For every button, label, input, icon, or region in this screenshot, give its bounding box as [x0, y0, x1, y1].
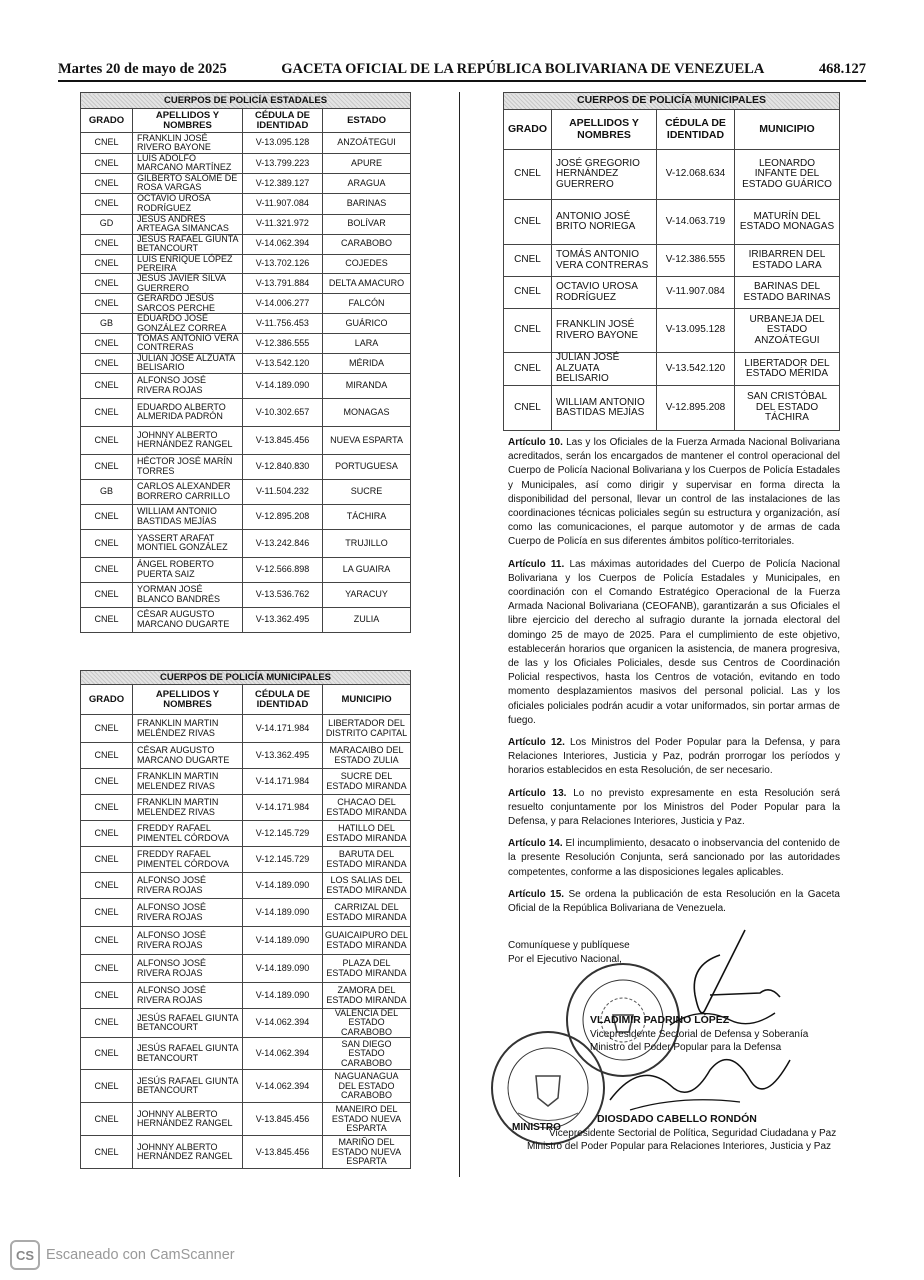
article-label: Artículo 12.: [508, 737, 565, 749]
municipality-cell: URBANEJA DEL ESTADO ANZOÁTEGUI: [735, 309, 840, 353]
table-row: [81, 873, 411, 899]
id-cell: V-10.302.657: [243, 398, 323, 426]
article-paragraph: [508, 558, 840, 728]
table-row: [81, 398, 411, 426]
municipality-cell: CHACAO DEL ESTADO MIRANDA: [323, 795, 411, 821]
state-cell: COJEDES: [323, 254, 411, 274]
state-cell: NUEVA ESPARTA: [323, 426, 411, 454]
name-cell: TOMÁS ANTONIO VERA CONTRERAS: [133, 334, 243, 354]
municipality-cell: IRIBARREN DEL ESTADO LARA: [735, 245, 840, 277]
table-row: [504, 200, 840, 245]
rank-cell: CNEL: [81, 1038, 133, 1070]
article-label: Artículo 10.: [508, 437, 563, 448]
article-label: Artículo 14.: [508, 838, 563, 850]
rank-cell: CNEL: [81, 133, 133, 154]
article-paragraph: [508, 888, 840, 916]
name-cell: JESÚS RAFAEL GIUNTA BETANCOURT: [133, 1038, 243, 1070]
table-row: [81, 743, 411, 769]
table-caption: CUERPOS DE POLICÍA ESTADALES: [81, 93, 411, 109]
table-row: [504, 309, 840, 353]
id-cell: V-13.542.120: [657, 353, 735, 386]
rank-cell: CNEL: [81, 1009, 133, 1038]
id-cell: V-13.845.456: [243, 1103, 323, 1136]
column-header: CÉDULA DE IDENTIDAD: [243, 685, 323, 715]
name-cell: YORMAN JOSÉ BLANCO BANDRÉS: [133, 582, 243, 607]
id-cell: V-13.702.126: [243, 254, 323, 274]
id-cell: V-11.321.972: [243, 214, 323, 234]
name-cell: FRANKLIN MARTIN MELENDEZ RIVAS: [133, 795, 243, 821]
id-cell: V-12.566.898: [243, 557, 323, 582]
name-cell: FREDDY RAFAEL PIMENTEL CÓRDOVA: [133, 821, 243, 847]
municipality-cell: BARUTA DEL ESTADO MIRANDA: [323, 847, 411, 873]
article-text: Las y los Oficiales de la Fuerza Armada Nacional Bolivariana acreditados, serán los encargados de mantener el control operacional del Cuerpo de Policía Nacional Bolivariana y los Cuerpos de Policía Estadales y Municipales, así como dirigir y supervisar en forma directa la disponibilidad del personal, llevar un control de las instalaciones de las coordinaciones técnicas policiales según su estructura y organización, así como las comunicaciones, el parque automotor y de armas de cada Cuerpo de Policía en sus diferentes ámbitos político-territoriales.: [508, 437, 840, 548]
municipality-cell: SAN CRISTÓBAL DEL ESTADO TÁCHIRA: [735, 386, 840, 431]
state-cell: ZULIA: [323, 607, 411, 632]
table-row: [81, 955, 411, 983]
article-label: Artículo 15.: [508, 888, 565, 900]
name-cell: ALFONSO JOSÉ RIVERA ROJAS: [133, 873, 243, 899]
name-cell: JULIAN JOSÉ ALZUATA BELISARIO: [133, 353, 243, 373]
rank-cell: CNEL: [81, 173, 133, 193]
id-cell: V-13.095.128: [243, 133, 323, 154]
municipality-cell: LEONARDO INFANTE DEL ESTADO GUÁRICO: [735, 150, 840, 200]
table-row: [81, 294, 411, 314]
id-cell: V-12.386.555: [657, 245, 735, 277]
municipality-cell: SUCRE DEL ESTADO MIRANDA: [323, 769, 411, 795]
column-header: ESTADO: [323, 109, 411, 133]
id-cell: V-14.171.984: [243, 769, 323, 795]
table-row: [504, 386, 840, 431]
table-row: [81, 454, 411, 479]
rank-cell: CNEL: [81, 193, 133, 214]
rank-cell: CNEL: [81, 1070, 133, 1103]
municipality-cell: GUAICAIPURO DEL ESTADO MIRANDA: [323, 927, 411, 955]
table-row: [81, 821, 411, 847]
name-cell: CARLOS ALEXANDER BORRERO CARRILLO: [133, 479, 243, 504]
header-title: GACETA OFICIAL DE LA REPÚBLICA BOLIVARIANA DE VENEZUELA: [281, 60, 765, 77]
name-cell: FRANKLIN MARTIN MELÉNDEZ RIVAS: [133, 715, 243, 743]
state-cell: DELTA AMACURO: [323, 274, 411, 294]
municipality-cell: MARACAIBO DEL ESTADO ZULIA: [323, 743, 411, 769]
id-cell: V-14.189.090: [243, 955, 323, 983]
table-row: [81, 529, 411, 557]
id-cell: V-14.063.719: [657, 200, 735, 245]
id-cell: V-11.504.232: [243, 479, 323, 504]
id-cell: V-12.145.729: [243, 821, 323, 847]
rank-cell: CNEL: [81, 454, 133, 479]
table-estadales: [80, 92, 411, 633]
table-row: [504, 245, 840, 277]
state-cell: SUCRE: [323, 479, 411, 504]
table-municipales-left: [80, 670, 411, 1169]
article-text: Los Ministros del Poder Popular para la Defensa, y para Relaciones Interiores, Justicia y Paz, podrán prorrogar los períodos y horarios establecidos en esta Resolución, de ser necesario.: [508, 737, 841, 777]
column-header: MUNICIPIO: [735, 110, 840, 150]
state-cell: CARABOBO: [323, 234, 411, 254]
rank-cell: CNEL: [504, 245, 552, 277]
table-row: [81, 426, 411, 454]
rank-cell: CNEL: [81, 715, 133, 743]
name-cell: ALFONSO JOSÉ RIVERA ROJAS: [133, 983, 243, 1009]
id-cell: V-13.536.762: [243, 582, 323, 607]
rank-cell: CNEL: [81, 294, 133, 314]
table-row: [81, 504, 411, 529]
table-row: [81, 1103, 411, 1136]
id-cell: V-14.189.090: [243, 899, 323, 927]
table-row: [81, 234, 411, 254]
table-row: [81, 1038, 411, 1070]
column-header: GRADO: [81, 109, 133, 133]
rank-cell: CNEL: [81, 254, 133, 274]
municipality-cell: MANEIRO DEL ESTADO NUEVA ESPARTA: [323, 1103, 411, 1136]
rank-cell: CNEL: [81, 426, 133, 454]
rank-cell: CNEL: [81, 821, 133, 847]
name-cell: JESÚS RAFAEL GIUNTA BETANCOURT: [133, 1070, 243, 1103]
rank-cell: CNEL: [81, 927, 133, 955]
name-cell: YASSERT ARAFAT MONTIEL GONZÁLEZ: [133, 529, 243, 557]
article-paragraph: [508, 837, 840, 880]
state-cell: ANZOÁTEGUI: [323, 133, 411, 154]
camscanner-text: Escaneado con CamScanner: [46, 1247, 235, 1263]
name-cell: JOHNNY ALBERTO HERNÁNDEZ RANGEL: [133, 1136, 243, 1169]
municipality-cell: BARINAS DEL ESTADO BARINAS: [735, 277, 840, 309]
column-header: CÉDULA DE IDENTIDAD: [657, 110, 735, 150]
municipality-cell: ZAMORA DEL ESTADO MIRANDA: [323, 983, 411, 1009]
state-cell: ARAGUA: [323, 173, 411, 193]
table-row: [81, 373, 411, 398]
id-cell: V-14.062.394: [243, 1038, 323, 1070]
name-cell: CÉSAR AUGUSTO MARCANO DUGARTE: [133, 607, 243, 632]
id-cell: V-13.542.120: [243, 353, 323, 373]
article-paragraph: [508, 787, 840, 830]
rank-cell: CNEL: [81, 557, 133, 582]
rank-cell: CNEL: [81, 234, 133, 254]
name-cell: FRANKLIN JOSÉ RIVERO BAYONE: [552, 309, 657, 353]
id-cell: V-14.006.277: [243, 294, 323, 314]
rank-cell: CNEL: [504, 309, 552, 353]
signature-block-1: [590, 1014, 808, 1055]
id-cell: V-11.756.453: [243, 314, 323, 334]
state-cell: PORTUGUESA: [323, 454, 411, 479]
rank-cell: CNEL: [81, 873, 133, 899]
table-row: [81, 353, 411, 373]
name-cell: GILBERTO SALOMÉ DE ROSA VARGAS: [133, 173, 243, 193]
id-cell: V-14.171.984: [243, 795, 323, 821]
table-row: [81, 193, 411, 214]
rank-cell: CNEL: [81, 983, 133, 1009]
article-label: Artículo 11.: [508, 558, 565, 570]
table-caption: CUERPOS DE POLICÍA MUNICIPALES: [81, 671, 411, 685]
municipality-cell: LIBERTADOR DEL DISTRITO CAPITAL: [323, 715, 411, 743]
name-cell: WILLIAM ANTONIO BASTIDAS MEJÍAS: [133, 504, 243, 529]
name-cell: JESÚS ANDRÉS ARTEAGA SIMANCAS: [133, 214, 243, 234]
rank-cell: GB: [81, 479, 133, 504]
state-cell: TÁCHIRA: [323, 504, 411, 529]
table-row: [81, 173, 411, 193]
state-cell: YARACUY: [323, 582, 411, 607]
rank-cell: CNEL: [81, 529, 133, 557]
id-cell: V-12.895.208: [243, 504, 323, 529]
table-row: [81, 1009, 411, 1038]
rank-cell: GD: [81, 214, 133, 234]
id-cell: V-13.791.884: [243, 274, 323, 294]
id-cell: V-14.062.394: [243, 234, 323, 254]
table-row: [81, 607, 411, 632]
id-cell: V-14.171.984: [243, 715, 323, 743]
column-header: APELLIDOS Y NOMBRES: [133, 685, 243, 715]
rank-cell: CNEL: [504, 386, 552, 431]
table-row: [81, 795, 411, 821]
table-row: [81, 154, 411, 174]
articles-section: [508, 436, 840, 924]
column-header: GRADO: [81, 685, 133, 715]
table-row: [81, 983, 411, 1009]
id-cell: V-12.386.555: [243, 334, 323, 354]
municipality-cell: LIBERTADOR DEL ESTADO MÉRIDA: [735, 353, 840, 386]
table-row: [81, 1070, 411, 1103]
name-cell: JESÚS RAFAEL GIUNTA BETANCOURT: [133, 234, 243, 254]
rank-cell: CNEL: [81, 353, 133, 373]
name-cell: ALFONSO JOSÉ RIVERA ROJAS: [133, 955, 243, 983]
rank-cell: CNEL: [81, 398, 133, 426]
state-cell: FALCÓN: [323, 294, 411, 314]
rank-cell: CNEL: [81, 334, 133, 354]
article-text: El incumplimiento, desacato o inobservancia del contenido de la presente Resolución Conjunta, será sancionado por las autoridades competentes, conforme a las disposiciones legales aplicables.: [508, 838, 840, 878]
rank-cell: GB: [81, 314, 133, 334]
id-cell: V-12.840.830: [243, 454, 323, 479]
id-cell: V-13.845.456: [243, 1136, 323, 1169]
article-text: Lo no previsto expresamente en esta Resolución será resuelto conjuntamente por los Ministros del Poder Popular para la Defensa, y para Relaciones Interiores, Justicia y Paz.: [508, 787, 840, 828]
municipality-cell: SAN DIEGO ESTADO CARABOBO: [323, 1038, 411, 1070]
id-cell: V-13.845.456: [243, 426, 323, 454]
closing-line-1: Comuníquese y publíquese: [508, 940, 630, 951]
rank-cell: CNEL: [81, 847, 133, 873]
article-paragraph: [508, 436, 840, 550]
rank-cell: CNEL: [81, 955, 133, 983]
id-cell: V-13.362.495: [243, 743, 323, 769]
id-cell: V-13.242.846: [243, 529, 323, 557]
table-row: [81, 214, 411, 234]
article-label: Artículo 13.: [508, 787, 567, 799]
id-cell: V-14.189.090: [243, 927, 323, 955]
name-cell: ANTONIO JOSÉ BRITO NORIEGA: [552, 200, 657, 245]
municipality-cell: MATURÍN DEL ESTADO MONAGAS: [735, 200, 840, 245]
signatory-2-role-1: Vicepresidente Sectorial de Política, Seguridad Ciudadana y Paz: [549, 1127, 837, 1139]
name-cell: JESÚS JAVIER SILVA GUERRERO: [133, 274, 243, 294]
table-row: [81, 479, 411, 504]
signatory-1-role-2: Ministro del Poder Popular para la Defensa: [590, 1042, 782, 1053]
rank-cell: CNEL: [81, 504, 133, 529]
rank-cell: CNEL: [81, 1103, 133, 1136]
name-cell: JOHNNY ALBERTO HERNÁNDEZ RANGEL: [133, 426, 243, 454]
name-cell: GERARDO JESÚS SARCOS PERCHE: [133, 294, 243, 314]
state-cell: APURE: [323, 154, 411, 174]
municipality-cell: LOS SALIAS DEL ESTADO MIRANDA: [323, 873, 411, 899]
id-cell: V-13.799.223: [243, 154, 323, 174]
column-header: CÉDULA DE IDENTIDAD: [243, 109, 323, 133]
table-row: [81, 1136, 411, 1169]
id-cell: V-14.189.090: [243, 373, 323, 398]
id-cell: V-14.189.090: [243, 983, 323, 1009]
rank-cell: CNEL: [504, 150, 552, 200]
state-cell: MÉRIDA: [323, 353, 411, 373]
column-header: APELLIDOS Y NOMBRES: [552, 110, 657, 150]
article-text: Las máximas autoridades del Cuerpo de Policía Nacional Bolivariana y los Cuerpos de Policía Estadales y Municipales, en coordinación con el Comando Estratégico Operacional de la Fuerza Armada Nacional Bolivariana (CEOFANB), garantizarán a sus Oficiales el libre ejercicio del derecho al sufragio durante la jornada electoral del domingo 25 de mayo de 2025. Para el cumplimiento de este objetivo, establecerán horarios que organicen la asistencia, de manera progresiva, de las y los Oficiales Policiales, desde sus Centros de Coordinación Policial respectivos, hasta los Centros de votación, evitando en todo momento desplazamientos masivos del personal policial. Las y los oficiales policiales podrán acudir a votar uniformados, sin portar armas de fuego.: [508, 558, 841, 726]
column-header: GRADO: [504, 110, 552, 150]
id-cell: V-11.907.084: [243, 193, 323, 214]
rank-cell: CNEL: [81, 743, 133, 769]
name-cell: TOMÁS ANTONIO VERA CONTRERAS: [552, 245, 657, 277]
article-text: Se ordena la publicación de esta Resolución en la Gaceta Oficial de la República Bolivariana de Venezuela.: [508, 888, 840, 915]
stamp-label: MINISTRO: [512, 1122, 561, 1133]
rank-cell: CNEL: [81, 607, 133, 632]
state-cell: TRUJILLO: [323, 529, 411, 557]
closing-line-2: Por el Ejecutivo Nacional,: [508, 954, 622, 965]
id-cell: V-14.189.090: [243, 873, 323, 899]
state-cell: LARA: [323, 334, 411, 354]
camscanner-watermark: [10, 1240, 235, 1270]
signature-block-2: [527, 1113, 836, 1154]
table-row: [81, 582, 411, 607]
rank-cell: CNEL: [81, 899, 133, 927]
rank-cell: CNEL: [81, 1136, 133, 1169]
name-cell: FRANKLIN JOSÉ RIVERO BAYONE: [133, 133, 243, 154]
table-caption: CUERPOS DE POLICÍA MUNICIPALES: [504, 93, 840, 110]
state-cell: BARINAS: [323, 193, 411, 214]
table-row: [81, 274, 411, 294]
rank-cell: CNEL: [81, 769, 133, 795]
name-cell: LUÍS ADOLFO MARCANO MARTÍNEZ: [133, 154, 243, 174]
name-cell: JULIAN JOSÉ ALZUATA BELISARIO: [552, 353, 657, 386]
municipality-cell: HATILLO DEL ESTADO MIRANDA: [323, 821, 411, 847]
state-cell: LA GUAIRA: [323, 557, 411, 582]
id-cell: V-14.062.394: [243, 1009, 323, 1038]
name-cell: ALFONSO JOSÉ RIVERA ROJAS: [133, 899, 243, 927]
name-cell: WILLIAM ANTONIO BASTIDAS MEJÍAS: [552, 386, 657, 431]
table-row: [81, 557, 411, 582]
column-header: MUNICIPIO: [323, 685, 411, 715]
id-cell: V-12.145.729: [243, 847, 323, 873]
name-cell: FREDDY RAFAEL PIMENTEL CÓRDOVA: [133, 847, 243, 873]
state-cell: MONAGAS: [323, 398, 411, 426]
table-row: [81, 314, 411, 334]
signatory-1-name: VLADIMIR PADRINO LÓPEZ: [590, 1014, 730, 1026]
gazette-header: [58, 58, 866, 82]
rank-cell: CNEL: [81, 795, 133, 821]
table-row: [81, 899, 411, 927]
id-cell: V-11.907.084: [657, 277, 735, 309]
municipality-cell: NAGUANAGUA DEL ESTADO CARABOBO: [323, 1070, 411, 1103]
camscanner-logo-icon: CS: [10, 1240, 40, 1270]
table-row: [504, 353, 840, 386]
rank-cell: CNEL: [504, 200, 552, 245]
state-cell: GUÁRICO: [323, 314, 411, 334]
id-cell: V-14.062.394: [243, 1070, 323, 1103]
article-paragraph: [508, 736, 840, 779]
rank-cell: CNEL: [81, 154, 133, 174]
name-cell: EDUARDO ALBERTO ALMERIDA PADRÓN: [133, 398, 243, 426]
state-cell: MIRANDA: [323, 373, 411, 398]
name-cell: HÉCTOR JOSÉ MARÍN TORRES: [133, 454, 243, 479]
table-row: [81, 927, 411, 955]
name-cell: FRANKLIN MARTIN MELENDEZ RIVAS: [133, 769, 243, 795]
signatory-2-name: DIOSDADO CABELLO RONDÓN: [597, 1113, 757, 1125]
table-row: [81, 715, 411, 743]
table-row: [81, 847, 411, 873]
table-row: [81, 334, 411, 354]
header-date: Martes 20 de mayo de 2025: [58, 60, 227, 77]
name-cell: ALFONSO JOSÉ RIVERA ROJAS: [133, 927, 243, 955]
name-cell: OCTAVIO UROSA RODRÍGUEZ: [133, 193, 243, 214]
column-header: APELLIDOS Y NOMBRES: [133, 109, 243, 133]
id-cell: V-12.895.208: [657, 386, 735, 431]
rank-cell: CNEL: [504, 353, 552, 386]
table-row: [81, 133, 411, 154]
municipality-cell: CARRIZAL DEL ESTADO MIRANDA: [323, 899, 411, 927]
name-cell: ALFONSO JOSÉ RIVERA ROJAS: [133, 373, 243, 398]
id-cell: V-12.389.127: [243, 173, 323, 193]
table-row: [81, 769, 411, 795]
name-cell: JOSÉ GREGORIO HERNÁNDEZ GUERRERO: [552, 150, 657, 200]
id-cell: V-12.068.634: [657, 150, 735, 200]
column-divider: [459, 92, 460, 1177]
table-row: [81, 254, 411, 274]
name-cell: CÉSAR AUGUSTO MARCANO DUGARTE: [133, 743, 243, 769]
state-cell: BOLÍVAR: [323, 214, 411, 234]
municipality-cell: MARIÑO DEL ESTADO NUEVA ESPARTA: [323, 1136, 411, 1169]
signatory-2-role-2: Ministro del Poder Popular para Relaciones Interiores, Justicia y Paz: [527, 1141, 832, 1152]
name-cell: ÁNGEL ROBERTO PUERTA SAIZ: [133, 557, 243, 582]
table-row: [504, 277, 840, 309]
name-cell: OCTAVIO UROSA RODRÍGUEZ: [552, 277, 657, 309]
signatory-1-role-1: Vicepresidente Sectorial de Defensa y Soberanía: [590, 1028, 809, 1040]
municipality-cell: PLAZA DEL ESTADO MIRANDA: [323, 955, 411, 983]
rank-cell: CNEL: [81, 274, 133, 294]
id-cell: V-13.362.495: [243, 607, 323, 632]
id-cell: V-13.095.128: [657, 309, 735, 353]
rank-cell: CNEL: [81, 582, 133, 607]
name-cell: JESÚS RAFAEL GIUNTA BETANCOURT: [133, 1009, 243, 1038]
name-cell: EDUARDO JOSÉ GONZÁLEZ CORREA: [133, 314, 243, 334]
rank-cell: CNEL: [81, 373, 133, 398]
name-cell: JOHNNY ALBERTO HERNÁNDEZ RANGEL: [133, 1103, 243, 1136]
name-cell: LUÍS ENRIQUE LÓPEZ PEREIRA: [133, 254, 243, 274]
rank-cell: CNEL: [504, 277, 552, 309]
table-row: [504, 150, 840, 200]
header-number: 468.127: [818, 60, 866, 77]
municipality-cell: VALENCIA DEL ESTADO CARABOBO: [323, 1009, 411, 1038]
table-municipales-right: [503, 92, 840, 431]
